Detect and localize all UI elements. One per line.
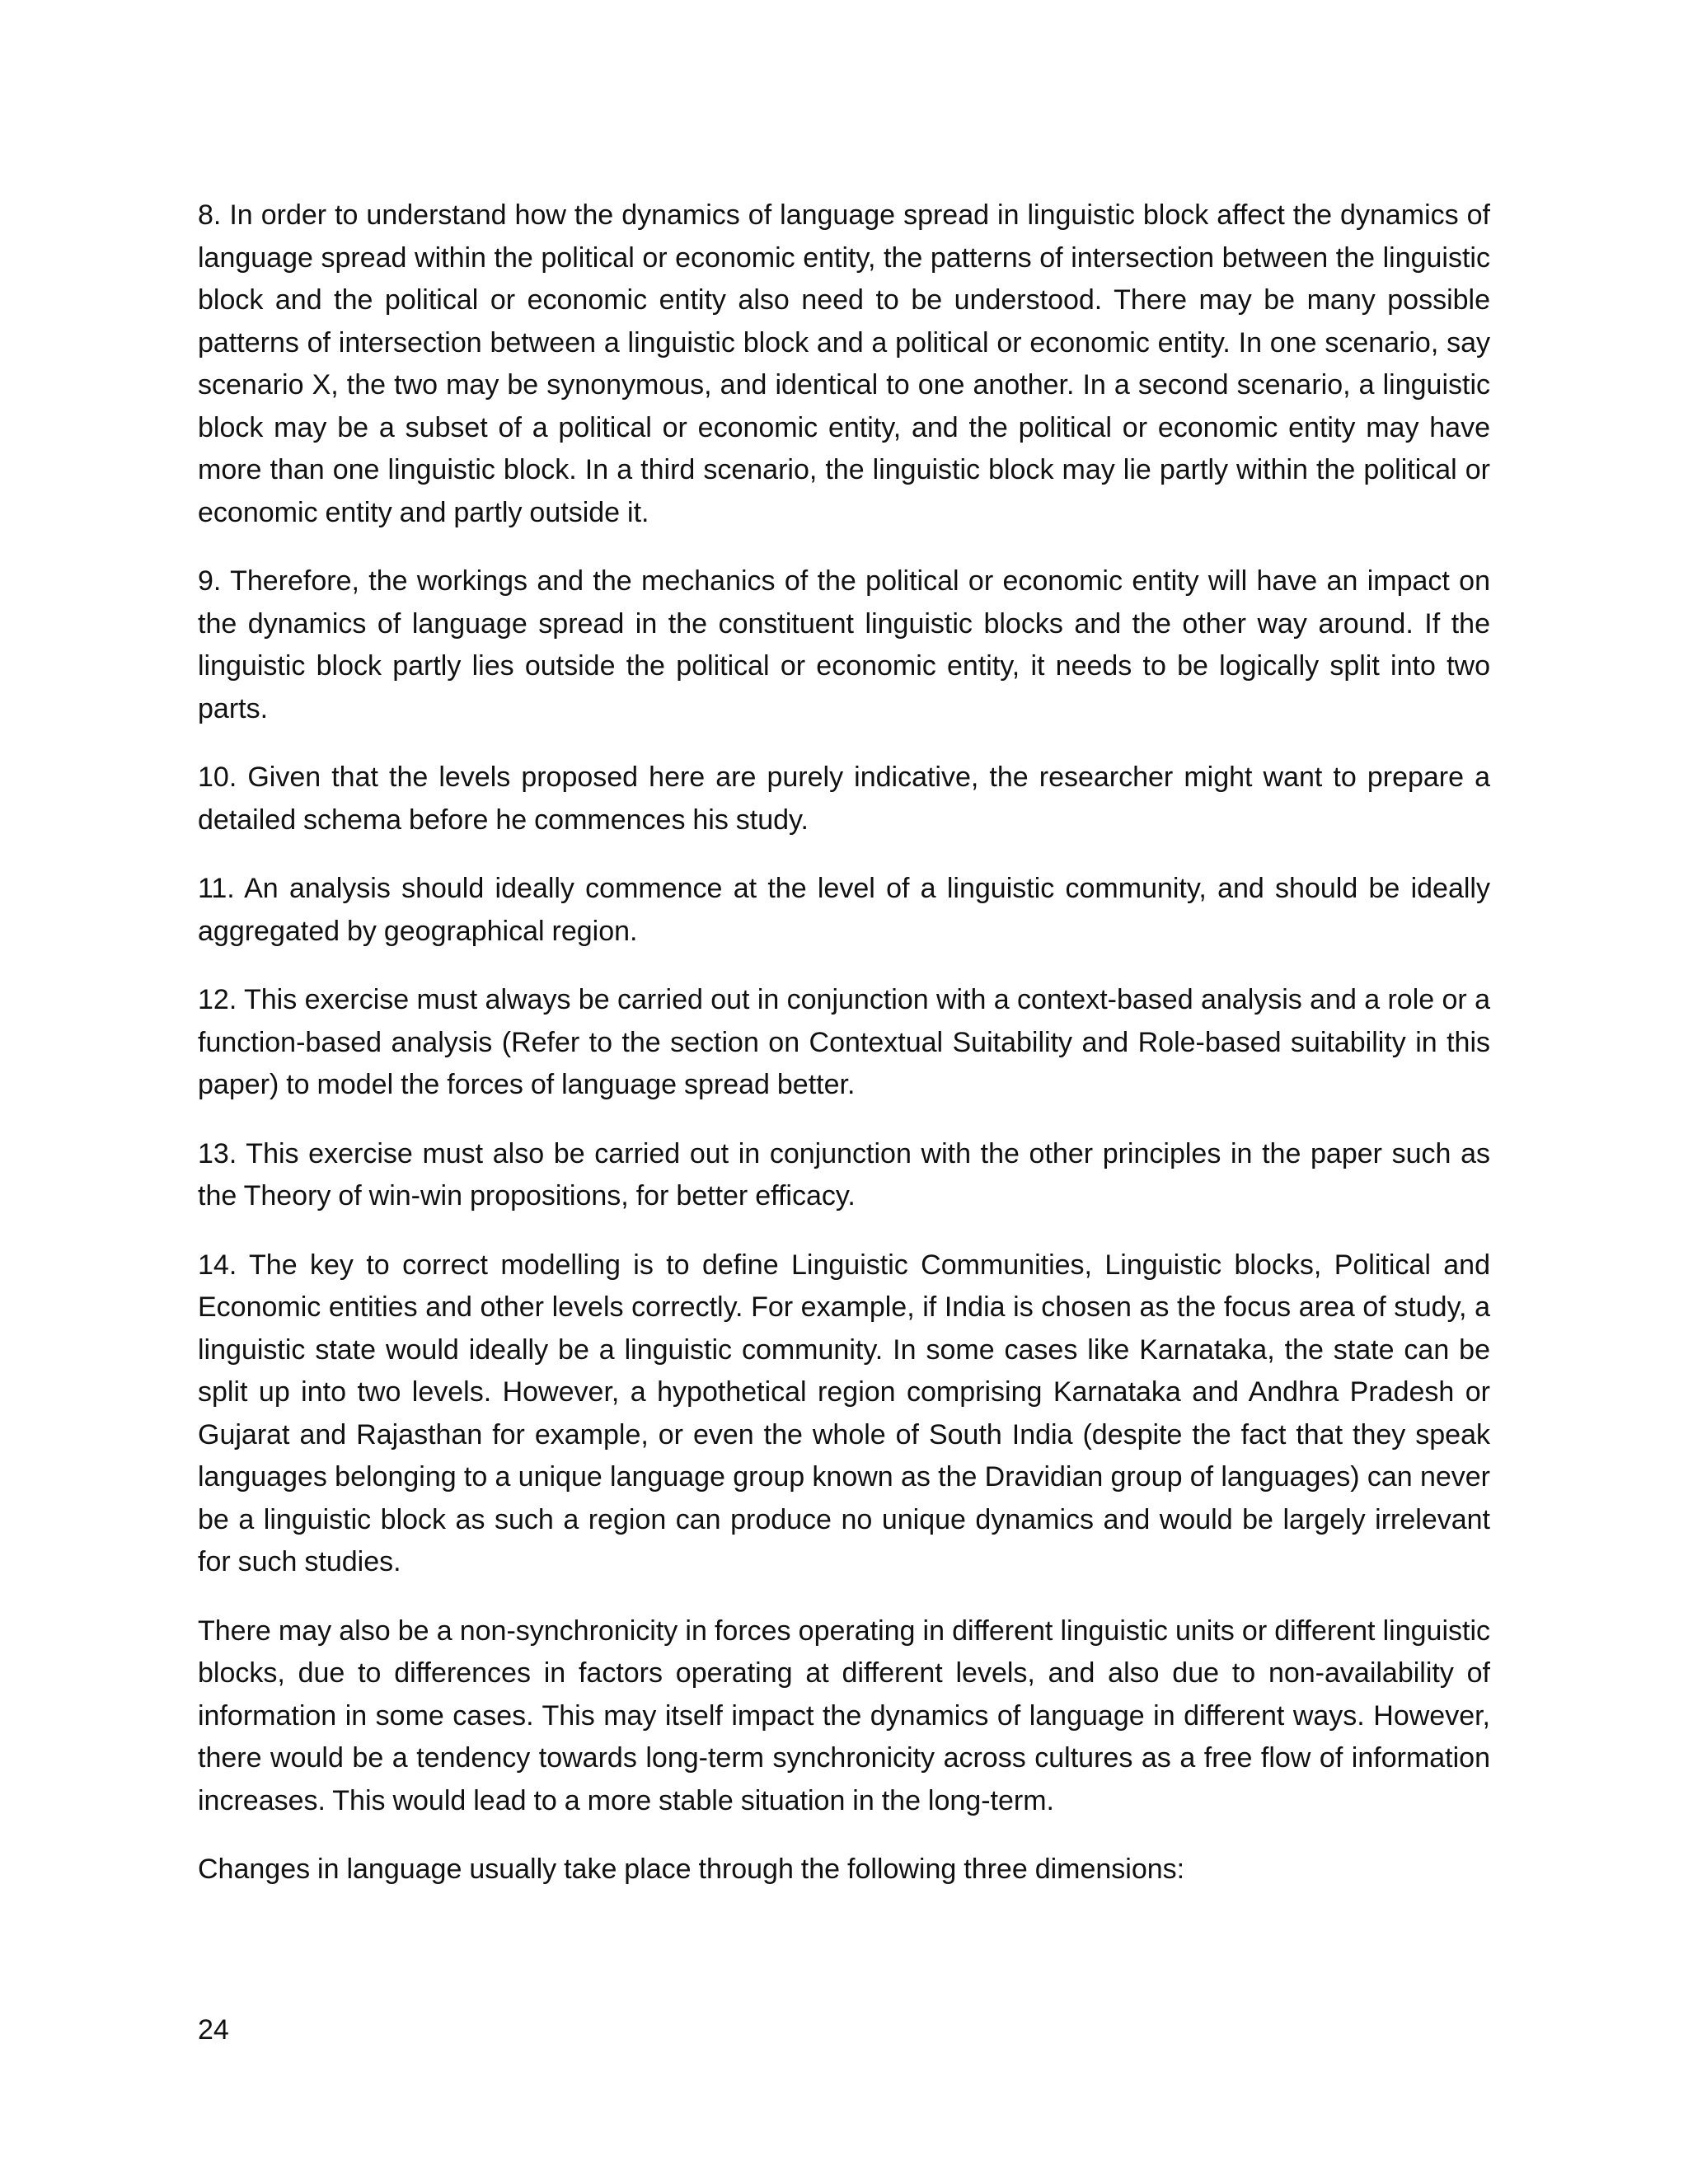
paragraph-10: 10. Given that the levels proposed here are purely indicative, the researcher might want to prepare a detailed schema before he commences his study. — [198, 762, 1490, 836]
paragraph-dimensions-intro: Changes in language usually take place through the following three dimensions: — [198, 1854, 1185, 1885]
paragraph-non-synchronicity: There may also be a non-synchronicity in forces operating in different linguistic units or different linguistic blocks, due to differences in factors operating at different levels, and also due to non-availability of information in some cases. This may itself impact the dynamics of language in different ways. However, there would be a tendency towards long-term synchronicity across cultures as a free flow of information increases. This would lead to a more stable situation in the long-term. — [198, 1615, 1490, 1816]
paragraph-11: 11. An analysis should ideally commence at the level of a linguistic community, and should be ideally aggregated by geographical region. — [198, 873, 1490, 947]
page-number: 24 — [198, 2014, 229, 2046]
paragraph-12: 12. This exercise must always be carried out in conjunction with a context-based analysis and a role or a function-based analysis (Refer to the section on Contextual Suitability and Role-based suitability in this paper) to model the forces of language spread better. — [198, 984, 1490, 1100]
body-text — [198, 194, 1490, 1918]
paragraph-14: 14. The key to correct modelling is to define Linguistic Communities, Linguistic blocks, Political and Economic entities and other levels correctly. For example, if India is chosen as the focus area of study, a linguistic state would ideally be a linguistic community. In some cases like Karnataka, the state can be split up into two levels. However, a hypothetical region comprising Karnataka and Andhra Pradesh or Gujarat and Rajasthan for example, or even the whole of South India (despite the fact that they speak languages belonging to a unique language group known as the Dravidian group of languages) can never be a linguistic block as such a region can produce no unique dynamics and would be largely irrelevant for such studies. — [198, 1249, 1490, 1577]
paragraph-9: 9. Therefore, the workings and the mechanics of the political or economic entity will have an impact on the dynamics of language spread in the constituent linguistic blocks and the other way around. If the linguistic block partly lies outside the political or economic entity, it needs to be logically split into two parts. — [198, 565, 1490, 724]
paragraph-13: 13. This exercise must also be carried out in conjunction with the other principles in the paper such as the Theory of win-win propositions, for better efficacy. — [198, 1137, 1490, 1212]
paragraph-8: 8. In order to understand how the dynamics of language spread in linguistic block affect the dynamics of language spread within the political or economic entity, the patterns of intersection between the linguistic block and the political or economic entity also need to be understood. There may be many possible patterns of intersection between a linguistic block and a political or economic entity. In one scenario, say scenario X, the two may be synonymous, and identical to one another. In a second scenario, a linguistic block may be a subset of a political or economic entity, and the political or economic entity may have more than one linguistic block. In a third scenario, the linguistic block may lie partly within the political or economic entity and partly outside it. — [198, 199, 1490, 528]
